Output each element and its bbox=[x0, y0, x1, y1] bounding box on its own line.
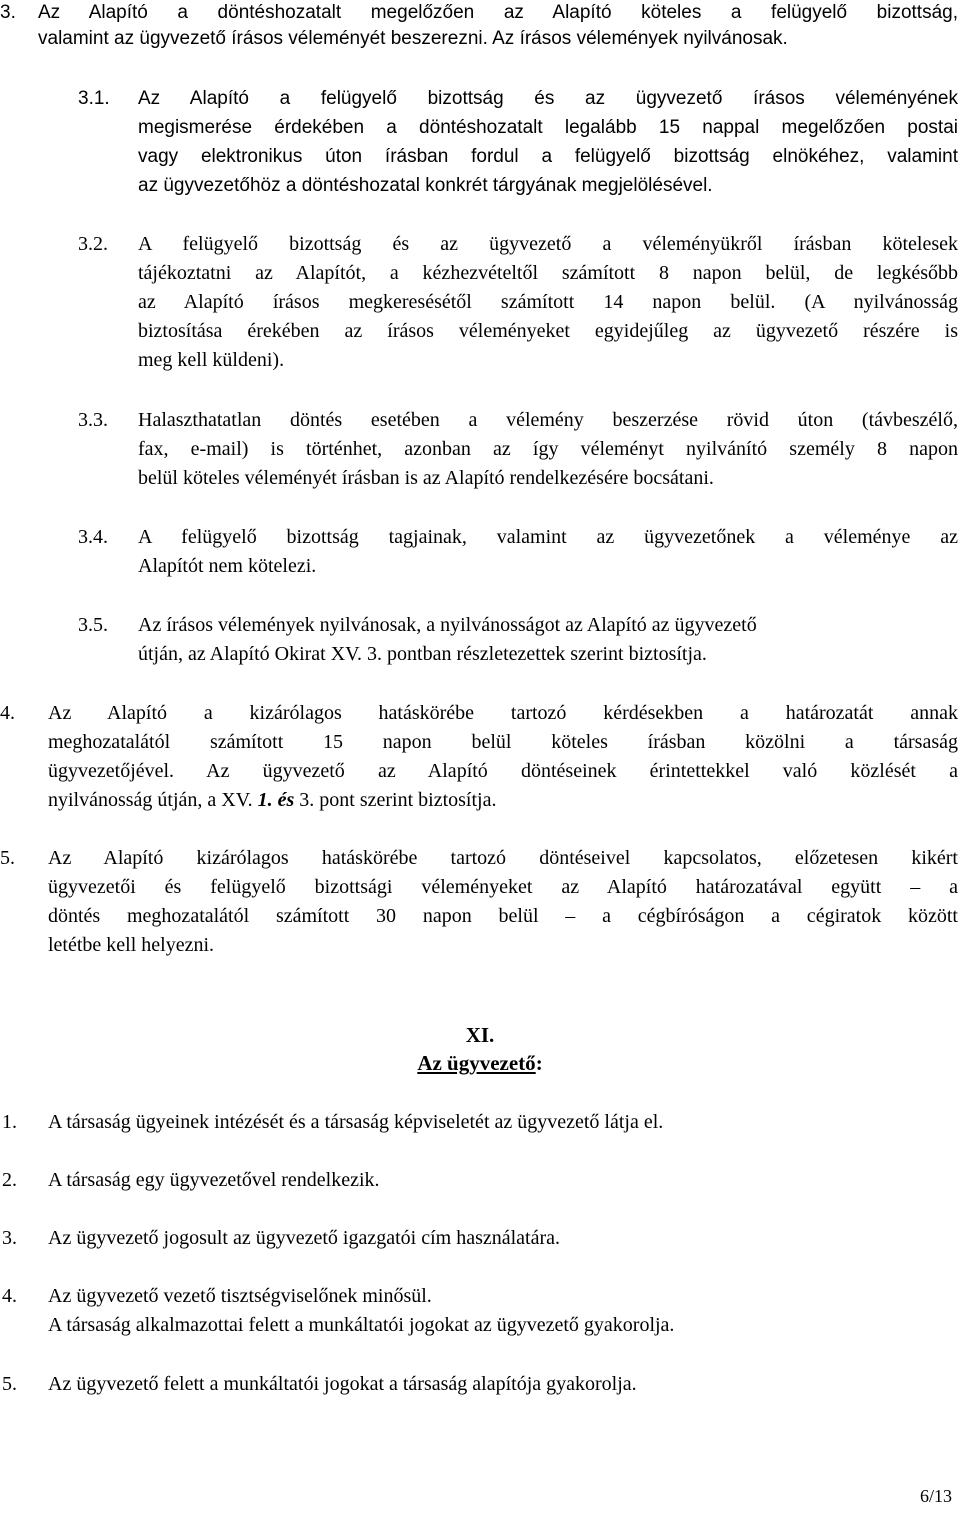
item-number: 5. bbox=[2, 1373, 17, 1395]
paragraph-line: megismerése érdekében a döntéshozatalt legalább 15 nappal megelőzően postai bbox=[138, 117, 958, 138]
item-text: A társaság alkalmazottai felett a munkáltatói jogokat az ügyvezető gyakorolja. bbox=[48, 1314, 675, 1336]
section-title bbox=[0, 1048, 960, 1078]
item-number: 1. bbox=[2, 1111, 17, 1133]
paragraph-line: vagy elektronikus úton írásban fordul a felügyelő bizottság elnökéhez, valamint bbox=[138, 146, 958, 167]
paragraph-number: 3.5. bbox=[78, 614, 108, 636]
item-text: Az ügyvezető felett a munkáltatói jogokat a társaság alapítója gyakorolja. bbox=[48, 1373, 637, 1395]
paragraph-line: letétbe kell helyezni. bbox=[48, 934, 215, 956]
paragraph-line: ügyvezetőjével. Az ügyvezető az Alapító döntéseinek érintettekkel való közlését a bbox=[48, 760, 958, 782]
paragraph-line: Az Alapító a felügyelő bizottság és az ügyvezető írásos véleményének bbox=[138, 88, 958, 109]
paragraph-number: 3.1. bbox=[78, 88, 110, 109]
line-text: nyilvánosság útján, a XV. bbox=[48, 789, 258, 811]
paragraph-line: Az írásos vélemények nyilvánosak, a nyilvánosságot az Alapító az ügyvezető bbox=[138, 614, 757, 636]
paragraph-line: útján, az Alapító Okirat XV. 3. pontban részletezettek szerint biztosítja. bbox=[138, 643, 707, 665]
paragraph-line: döntés meghozatalától számított 30 napon belül – a cégbíróságon a cégiratok között bbox=[48, 905, 958, 927]
paragraph-number: 4. bbox=[0, 702, 15, 724]
paragraph-line: ügyvezetői és felügyelő bizottsági véleményeket az Alapító határozatával együtt – a bbox=[48, 876, 958, 898]
paragraph-line: Az Alapító kizárólagos hatáskörébe tartozó döntéseivel kapcsolatos, előzetesen kikért bbox=[48, 847, 958, 869]
paragraph-line: Alapítót nem kötelezi. bbox=[138, 555, 317, 577]
paragraph-line: az Alapító írásos megkeresésétől számított 14 napon belül. (A nyilvánosság bbox=[138, 291, 958, 313]
paragraph-line: tájékoztatni az Alapítót, a kézhezvételtől számított 8 napon belül, de legkésőbb bbox=[138, 262, 958, 284]
section-number: XI. bbox=[465, 1023, 495, 1047]
item-text: Az ügyvezető jogosult az ügyvezető igazgatói cím használatára. bbox=[48, 1227, 561, 1249]
item-number: 3. bbox=[2, 1227, 17, 1249]
item-number: 2. bbox=[2, 1169, 17, 1191]
item-text: A társaság egy ügyvezetővel rendelkezik. bbox=[48, 1169, 380, 1191]
paragraph-line: meg kell küldeni). bbox=[138, 349, 285, 371]
paragraph-line: A felügyelő bizottság tagjainak, valamint az ügyvezetőnek a véleménye az bbox=[138, 526, 958, 548]
paragraph-number: 3.2. bbox=[78, 233, 108, 255]
item-number: 4. bbox=[2, 1285, 17, 1307]
section-title-suffix: : bbox=[535, 1051, 543, 1075]
paragraph-number: 3.3. bbox=[78, 409, 108, 431]
paragraph-number: 3.4. bbox=[78, 526, 108, 548]
paragraph-line: meghozatalától számított 15 napon belül köteles írásban közölni a társaság bbox=[48, 731, 958, 753]
section-title-text: Az ügyvezető bbox=[417, 1051, 536, 1075]
paragraph-number: 3. bbox=[0, 2, 16, 23]
paragraph-line: Az Alapító a kizárólagos hatáskörébe tartozó kérdésekben a határozatát annak bbox=[48, 702, 958, 724]
paragraph-line: az ügyvezetőhöz a döntéshozatal konkrét tárgyának megjelölésével. bbox=[138, 175, 713, 196]
line-text: 3. pont szerint biztosítja. bbox=[294, 789, 497, 811]
paragraph-line: fax, e-mail) is történhet, azonban az így véleményt nyilvánító személy 8 napon bbox=[138, 438, 958, 460]
page-number: 6/13 bbox=[919, 1486, 952, 1506]
item-text: A társaság ügyeinek intézését és a társaság képviseletét az ügyvezető látja el. bbox=[48, 1111, 664, 1133]
italic-text: 1. és bbox=[257, 789, 295, 811]
paragraph-line: biztosítása érekében az írásos véleményeket egyidejűleg az ügyvezető részére is bbox=[138, 320, 958, 342]
paragraph-line: valamint az ügyvezető írásos véleményét beszerezni. Az írásos vélemények nyilvánosak. bbox=[38, 28, 788, 49]
paragraph-line: Halaszthatatlan döntés esetében a vélemény beszerzése rövid úton (távbeszélő, bbox=[138, 409, 958, 431]
item-text: Az ügyvezető vezető tisztségviselőnek minősül. bbox=[48, 1285, 432, 1307]
paragraph-line bbox=[48, 785, 496, 815]
paragraph-number: 5. bbox=[0, 847, 15, 869]
paragraph-line: Az Alapító a döntéshozatalt megelőzően az Alapító köteles a felügyelő bizottság, bbox=[38, 2, 958, 23]
paragraph-line: belül köteles véleményét írásban is az Alapító rendelkezésére bocsátani. bbox=[138, 467, 714, 489]
paragraph-line: A felügyelő bizottság és az ügyvezető a véleményükről írásban kötelesek bbox=[138, 233, 958, 255]
